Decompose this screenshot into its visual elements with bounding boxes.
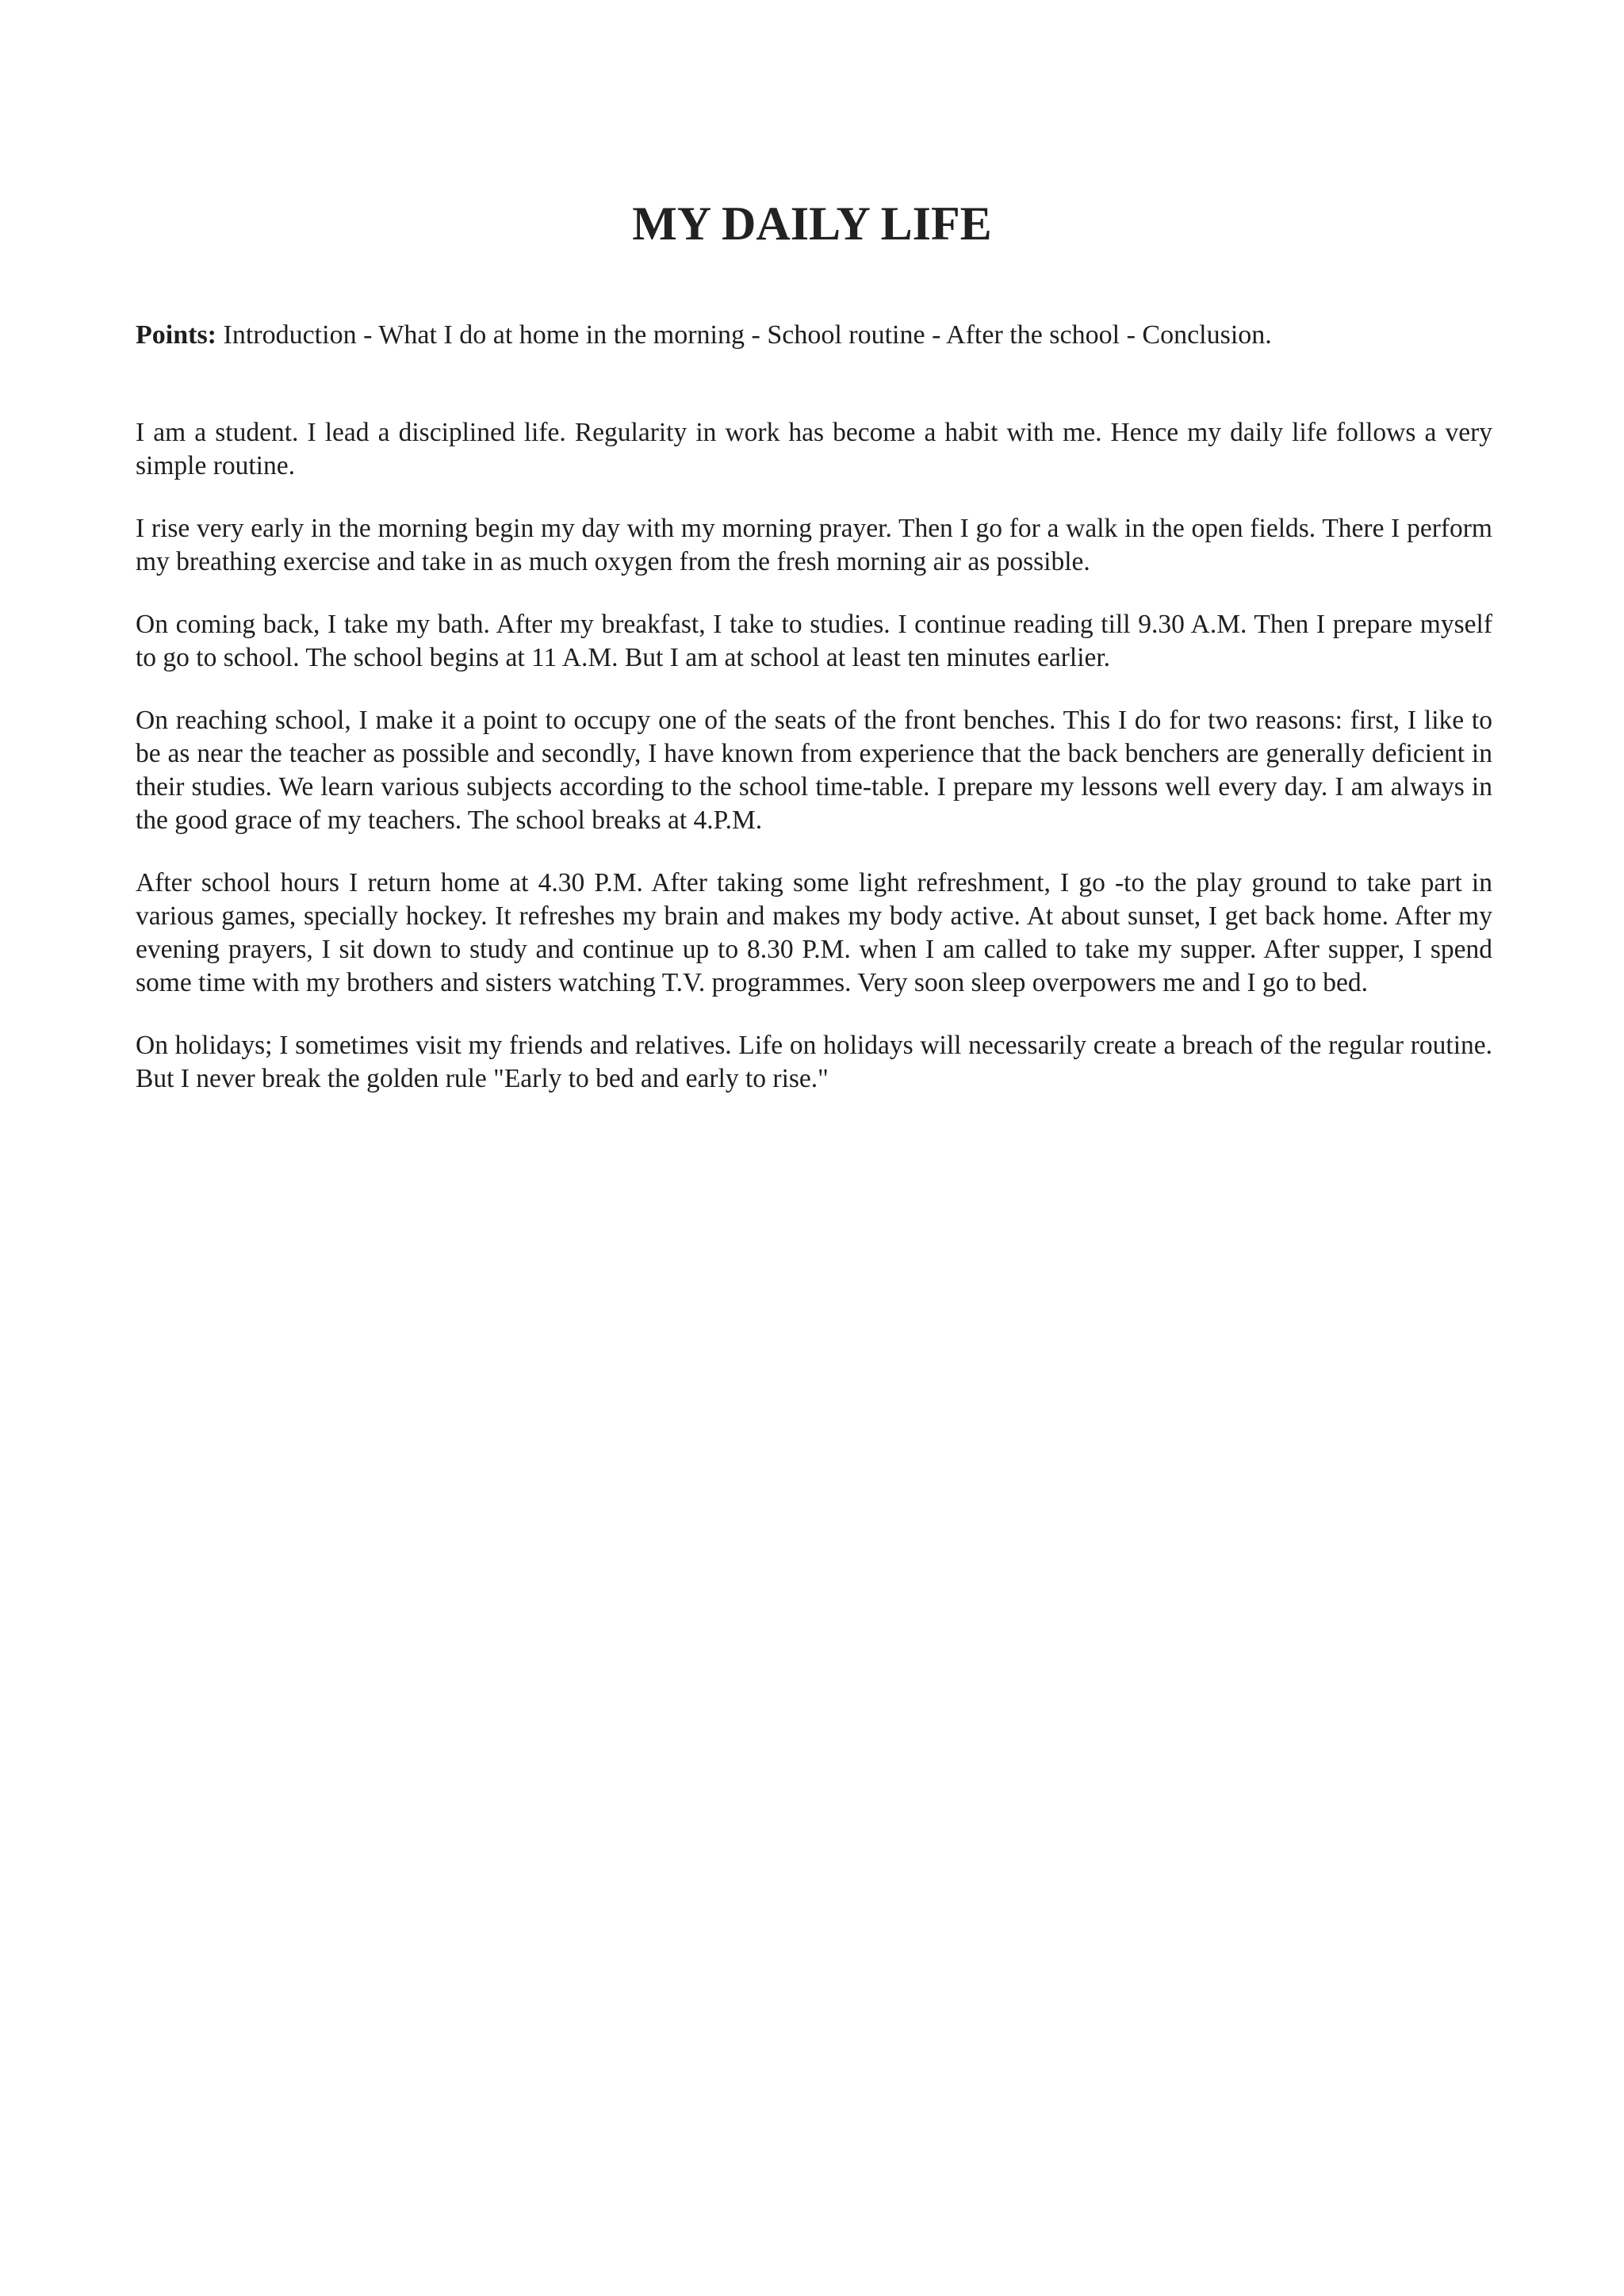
points-text: Introduction - What I do at home in the morning - School routine - After the school - Conclusion. [216,320,1272,350]
paragraph-conclusion: On holidays; I sometimes visit my friends and relatives. Life on holidays will necessarily create a breach of the regular routine. But I never break the golden rule "Early to bed and early to rise." [136,1031,1492,1093]
paragraph-after-school: After school hours I return home at 4.30 P.M. After taking some light refreshment, I go -to the play ground to take part in various games, specially hockey. It refreshes my brain and makes my body active. At about sunset, I get back home. After my evening prayers, I sit down to study and continue up to 8.30 P.M. when I am called to take my supper. After supper, I spend some time with my brothers and sisters watching T.V. programmes. Very soon sleep overpowers me and I go to bed. [136,868,1492,997]
paragraph-introduction: I am a student. I lead a disciplined life. Regularity in work has become a habit with me. Hence my daily life follows a very simple routine. [136,418,1492,480]
essay-body [136,416,1492,1125]
paragraph-morning: I rise very early in the morning begin my day with my morning prayer. Then I go for a walk in the open fields. There I perform my breathing exercise and take in as much oxygen from the fresh morning air as possible. [136,514,1492,576]
points-label: Points: [136,320,216,350]
paragraph-school-routine: On reaching school, I make it a point to occupy one of the seats of the front benches. This I do for two reasons: first, I like to be as near the teacher as possible and secondly, I have known from experience that the back benchers are generally deficient in their studies. We learn various subjects according to the school time-table. I prepare my lessons well every day. I am always in the good grace of my teachers. The school breaks at 4.P.M. [136,706,1492,835]
paragraph-before-school: On coming back, I take my bath. After my breakfast, I take to studies. I continue reading till 9.30 A.M. Then I prepare myself to go to school. The school begins at 11 A.M. But I am at school at least ten minutes earlier. [136,610,1492,672]
points-line [136,317,1492,354]
page-title: MY DAILY LIFE [632,197,992,250]
